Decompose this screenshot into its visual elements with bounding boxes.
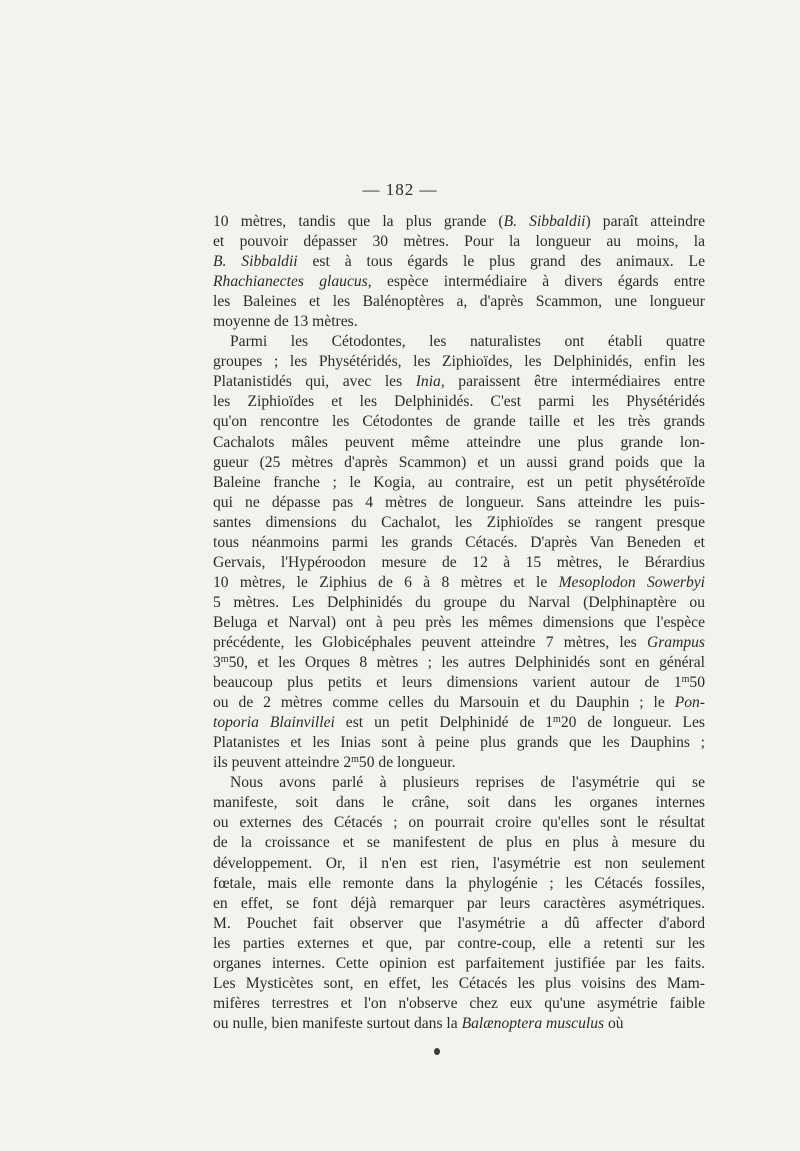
body-text	[213, 212, 705, 1034]
text-line	[213, 553, 705, 573]
ink-spot-mark	[434, 1048, 440, 1055]
text-segment: ou nulle, bien manifeste surtout dans la	[213, 1014, 462, 1032]
text-segment: qui ne dépasse pas 4 mètres de longueur. Sans atteindre les puis-	[213, 493, 705, 511]
text-segment: santes dimensions du Cachalot, les Ziphioïdes se rangent presque	[213, 513, 705, 531]
text-segment: ou de 2 mètres comme celles du Marsouin et du Dauphin ; le	[213, 694, 675, 712]
text-line	[213, 533, 705, 553]
text-line	[213, 372, 705, 392]
text-segment: Les Mysticètes sont, en effet, les Cétacés les plus voisins des Mam-	[213, 974, 705, 992]
superscript: m	[553, 714, 561, 726]
text-line	[213, 352, 705, 372]
text-segment: 50, et les Orques 8 mètres ; les autres Delphinidés sont en général	[228, 654, 705, 672]
paragraph	[213, 773, 705, 1034]
text-segment: Platanistes et les Inias sont à peine plus grands que les Dauphins ;	[213, 734, 705, 752]
text-segment: gueur (25 mètres d'après Scammon) et un aussi grand poids que la	[213, 453, 705, 471]
text-segment: groupes ; les Physétéridés, les Ziphioïdes, les Delphinidés, enfin les	[213, 353, 705, 371]
text-line	[213, 573, 705, 593]
text-line	[213, 593, 705, 613]
text-segment: fœtale, mais elle remonte dans la phylogénie ; les Cétacés fossiles,	[213, 874, 705, 892]
text-segment: ils peuvent atteindre 2	[213, 754, 352, 772]
text-line	[213, 473, 705, 493]
text-segment: Platanistidés qui, avec les	[213, 373, 416, 391]
italic-text: B. Sibbaldii	[213, 253, 298, 271]
text-line	[213, 974, 705, 994]
text-segment: 50	[689, 674, 705, 692]
italic-text: B. Sibbaldii	[503, 213, 586, 230]
text-segment: tous néanmoins parmi les grands Cétacés. D'après Van Beneden et	[213, 533, 705, 551]
paragraph	[213, 212, 705, 332]
text-segment: 3	[213, 654, 221, 672]
italic-text: Rhachianectes glaucus	[213, 273, 368, 291]
text-line	[213, 994, 705, 1014]
italic-text: Inia	[415, 373, 441, 391]
paragraph	[213, 332, 705, 773]
text-line	[213, 453, 705, 473]
text-line	[213, 212, 705, 232]
text-line	[213, 793, 705, 813]
text-segment: précédente, les Globicéphales peuvent atteindre 7 mètres, les	[213, 633, 647, 651]
text-line	[213, 914, 705, 934]
superscript: m	[681, 674, 690, 686]
text-segment: 50 de longueur.	[358, 754, 456, 772]
italic-text: Mesoplodon Sowerbyi	[558, 573, 705, 591]
text-line	[213, 633, 705, 653]
text-segment: et pouvoir dépasser 30 mètres. Pour la longueur au moins, la	[213, 233, 705, 251]
text-segment: développement. Or, il n'en est rien, l'asymétrie est non seulement	[213, 854, 705, 872]
text-segment: est un petit Delphinidé de 1	[334, 714, 554, 732]
text-line	[213, 613, 705, 633]
text-line	[213, 813, 705, 833]
text-segment: Parmi les Cétodontes, les naturalistes ont établi quatre	[230, 333, 705, 351]
text-line	[213, 753, 705, 773]
text-line	[213, 874, 705, 894]
text-line	[213, 232, 705, 252]
text-line	[213, 934, 705, 954]
text-segment: 10 mètres, le Ziphius de 6 à 8 mètres et le	[213, 573, 559, 591]
text-segment: Nous avons parlé à plusieurs reprises de l'asymétrie qui se	[230, 774, 705, 792]
text-line	[213, 693, 705, 713]
italic-text: toporia Blainvillei	[213, 714, 335, 732]
text-segment: qu'on rencontre les Cétodontes de grande taille et les très grands	[213, 413, 705, 431]
text-segment: mifères terrestres et l'on n'observe chez eux qu'une asymétrie faible	[213, 994, 705, 1012]
text-line	[213, 954, 705, 974]
text-segment: Beluga et Narval) ont à peu près les mêmes dimensions que l'espèce	[213, 613, 705, 631]
text-line	[213, 252, 705, 272]
text-segment: , paraissent être intermédiaires entre	[440, 373, 705, 391]
italic-text: Grampus	[646, 633, 705, 651]
superscript: m	[351, 754, 359, 766]
text-line	[213, 292, 705, 312]
text-line	[213, 332, 705, 352]
text-segment: les Ziphioïdes et les Delphinidés. C'est parmi les Physétéridés	[213, 393, 705, 411]
text-segment: les parties externes et que, par contre-coup, elle a retenti sur les	[213, 934, 705, 952]
text-segment: beaucoup plus petits et leurs dimensions varient autour de 1	[213, 674, 682, 692]
text-line	[213, 733, 705, 753]
text-segment: , espèce intermédiaire à divers égards entre	[367, 273, 706, 291]
text-line	[213, 854, 705, 874]
text-segment: est à tous égards le plus grand des animaux. Le	[297, 253, 705, 271]
text-line	[213, 493, 705, 513]
text-segment: 5 mètres. Les Delphinidés du groupe du Narval (Delphinaptère ou	[213, 593, 705, 611]
text-segment: Baleine franche ; le Kogia, au contraire, est un petit physétéroïde	[213, 473, 705, 491]
text-segment: ou externes des Cétacés ; on pourrait croire qu'elles sont le résultat	[213, 814, 705, 832]
text-segment: manifeste, soit dans le crâne, soit dans les organes internes	[213, 794, 705, 812]
text-line	[213, 272, 705, 292]
text-line	[213, 653, 705, 673]
text-segment: où	[604, 1014, 624, 1032]
text-line	[213, 513, 705, 533]
italic-text: Balænoptera musculus	[461, 1014, 605, 1032]
text-line	[213, 312, 705, 332]
text-line	[213, 833, 705, 853]
superscript: m	[220, 654, 229, 666]
text-line	[213, 713, 705, 733]
text-line	[213, 673, 705, 693]
text-line	[213, 773, 705, 793]
text-line	[213, 1014, 705, 1034]
text-line	[213, 392, 705, 412]
text-segment: 20 de longueur. Les	[560, 714, 706, 732]
text-line	[213, 433, 705, 453]
text-segment: de la croissance et se manifestent de plus en plus à mesure du	[213, 834, 705, 852]
text-segment: ) paraît atteindre	[585, 213, 705, 230]
text-line	[213, 412, 705, 432]
text-segment: les Baleines et les Balénoptères a, d'après Scammon, une longueur	[213, 293, 705, 311]
text-segment: 10 mètres, tandis que la plus grande (	[213, 213, 504, 230]
page-number: — 182 —	[362, 180, 438, 199]
text-segment: M. Pouchet fait observer que l'asymétrie a dû affecter d'abord	[213, 914, 705, 932]
text-segment: organes internes. Cette opinion est parfaitement justifiée par les faits.	[213, 954, 705, 972]
text-segment: en effet, se font déjà remarquer par leurs caractères asymétriques.	[213, 894, 705, 912]
italic-text: Pon-	[674, 694, 705, 712]
text-line	[213, 894, 705, 914]
text-segment: Cachalots mâles peuvent même atteindre une plus grande lon-	[213, 433, 705, 451]
text-segment: Gervais, l'Hypéroodon mesure de 12 à 15 mètres, le Bérardius	[213, 553, 705, 571]
text-segment: moyenne de 13 mètres.	[213, 313, 358, 331]
